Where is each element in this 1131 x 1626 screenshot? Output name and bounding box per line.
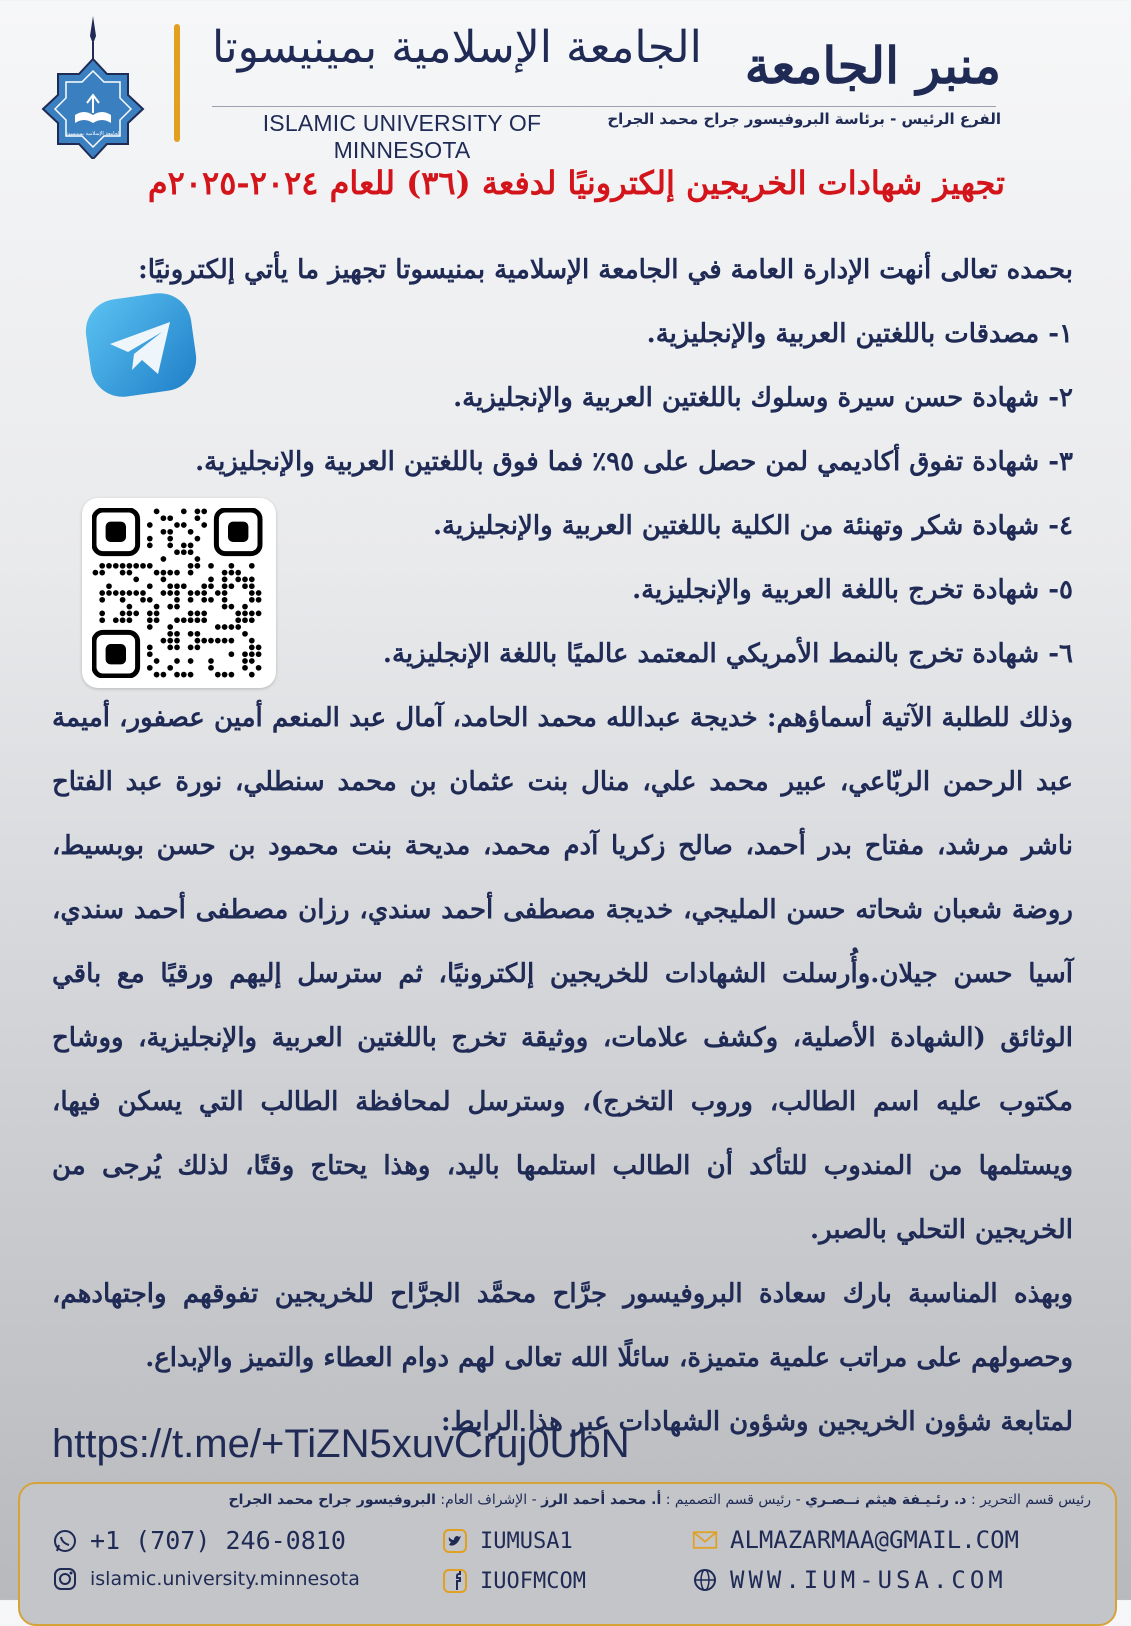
header xyxy=(0,0,1131,165)
phone-contact[interactable]: +1 (707) 246-0810 xyxy=(52,1526,346,1555)
list-item: ١- مصدقات باللغتين العربية والإنجليزية. xyxy=(646,319,1073,349)
editor-name: د. رئـيـفة هيثم نــصـري xyxy=(805,1492,967,1508)
supervision-name: البروفيسور جراح محمد الجراح xyxy=(228,1492,436,1508)
list-item: ٢- شهادة حسن سيرة وسلوك باللغتين العربية والإنجليزية. xyxy=(453,383,1073,413)
headline: تجهيز شهادات الخريجين إلكترونيًا لدفعة (٣٦) للعام ٢٠٢٤-٢٠٢٥م xyxy=(147,164,1005,202)
instagram-contact[interactable]: islamic.university.minnesota xyxy=(52,1566,360,1592)
university-name-arabic: الجامعة الإسلامية بمينيسوتا xyxy=(212,22,702,73)
design-name: أ. محمد أحمد الرز xyxy=(541,1492,662,1508)
facebook-contact[interactable]: IUOFMCOM xyxy=(442,1568,586,1594)
facebook-icon xyxy=(442,1568,468,1594)
certificates-list xyxy=(52,302,1073,686)
email-contact[interactable]: ALMAZARMAA@GMAIL.COM xyxy=(692,1526,1019,1554)
follow-text: لمتابعة شؤون الخريجين وشؤون الشهادات عبر هذا الرابط: xyxy=(440,1407,1073,1437)
twitter-icon xyxy=(442,1528,468,1554)
telegram-link[interactable]: https://t.me/+TiZN5xuvCruj0UbN xyxy=(52,1422,630,1466)
divider-bar xyxy=(174,24,180,142)
names-paragraph: وذلك للطلبة الآتية أسماؤهم: خديجة عبدالله محمد الحامد، آمال عبد المنعم أمين عصفور، أميمة عبد الرحمن الربّاعي، عبير محمد علي، منال بنت عثمان بن محمد سنطلي، نورة عبد الفتاح ناشر مرشد، مفتاح بدر أحمد، صالح زكريا آدم محمد، مديحة بنت محمود بن حسن بوبسيط، روضة شعبان شحاته حسن المليجي، خديجة مصطفى أحمد سندي، رزان مصطفى أحمد سندي، آسيا حسن جيلان.وأُرسلت الشهادات للخريجين إلكترونيًا، ثم سترسل إليهم ورقيًا مع باقي الوثائق (الشهادة الأصلية، وكشف علامات، ووثيقة تخرج باللغتين العربية والإنجليزية، ووشاح مكتوب عليه اسم الطالب، وروب التخرج)، وسترسل لمحافظة الطالب التي يسكن فيها، ويستلمها من المندوب للتأكد أن الطالب استلمها باليد، وهذا يحتاج وقتًا، لذلك يُرجى من الخريجين التحلي بالصبر. xyxy=(52,703,1073,1245)
list-item: ٤- شهادة شكر وتهنئة من الكلية باللغتين العربية والإنجليزية. xyxy=(433,511,1073,541)
university-emblem xyxy=(38,14,148,159)
instagram-icon xyxy=(52,1566,78,1592)
list-item: ٦- شهادة تخرج بالنمط الأمريكي المعتمد عالميًا باللغة الإنجليزية. xyxy=(382,639,1073,669)
svg-text:الجامعة الإسلامية بمينيسوتا: الجامعة الإسلامية بمينيسوتا xyxy=(65,131,121,137)
list-item: ٥- شهادة تخرج باللغة العربية والإنجليزية. xyxy=(632,575,1073,605)
intro-text: بحمده تعالى أنهت الإدارة العامة في الجامعة الإسلامية بمنيسوتا تجهيز ما يأتي إلكترونيًا: xyxy=(138,255,1073,285)
supervision-label: - الإشراف العام: xyxy=(440,1492,537,1508)
design-label: - رئيس قسم التصميم : xyxy=(665,1492,801,1508)
twitter-contact[interactable]: IUMUSA1 xyxy=(442,1528,573,1554)
body-text xyxy=(52,238,1073,1454)
globe-icon xyxy=(692,1567,718,1593)
website-contact[interactable]: WWW.IUM-USA.COM xyxy=(692,1566,1007,1594)
footer xyxy=(18,1482,1117,1626)
minbar-title: منبر الجامعة xyxy=(744,36,1001,95)
congrats-paragraph: وبهذه المناسبة بارك سعادة البروفيسور جرَّاح محمَّد الجرَّاح للخريجين تفوقهم واجتهادهم، وحصولهم على مراتب علمية متميزة، سائلًا الله تعالى لهم دوام العطاء والتميز والإبداع. xyxy=(52,1279,1073,1373)
whatsapp-icon xyxy=(52,1528,78,1554)
minbar-subtitle: الفرع الرئيس - برئاسة البروفيسور جراح محمد الجراح xyxy=(607,110,1001,128)
editor-label: رئيس قسم التحرير : xyxy=(970,1492,1091,1508)
header-underline xyxy=(212,106,996,107)
list-item: ٣- شهادة تفوق أكاديمي لمن حصل على ٩٥٪ فما فوق باللغتين العربية والإنجليزية. xyxy=(195,447,1073,477)
footer-credits xyxy=(229,1492,1092,1508)
mail-icon xyxy=(692,1527,718,1553)
university-name-english: ISLAMIC UNIVERSITY OF MINNESOTA xyxy=(262,110,542,163)
